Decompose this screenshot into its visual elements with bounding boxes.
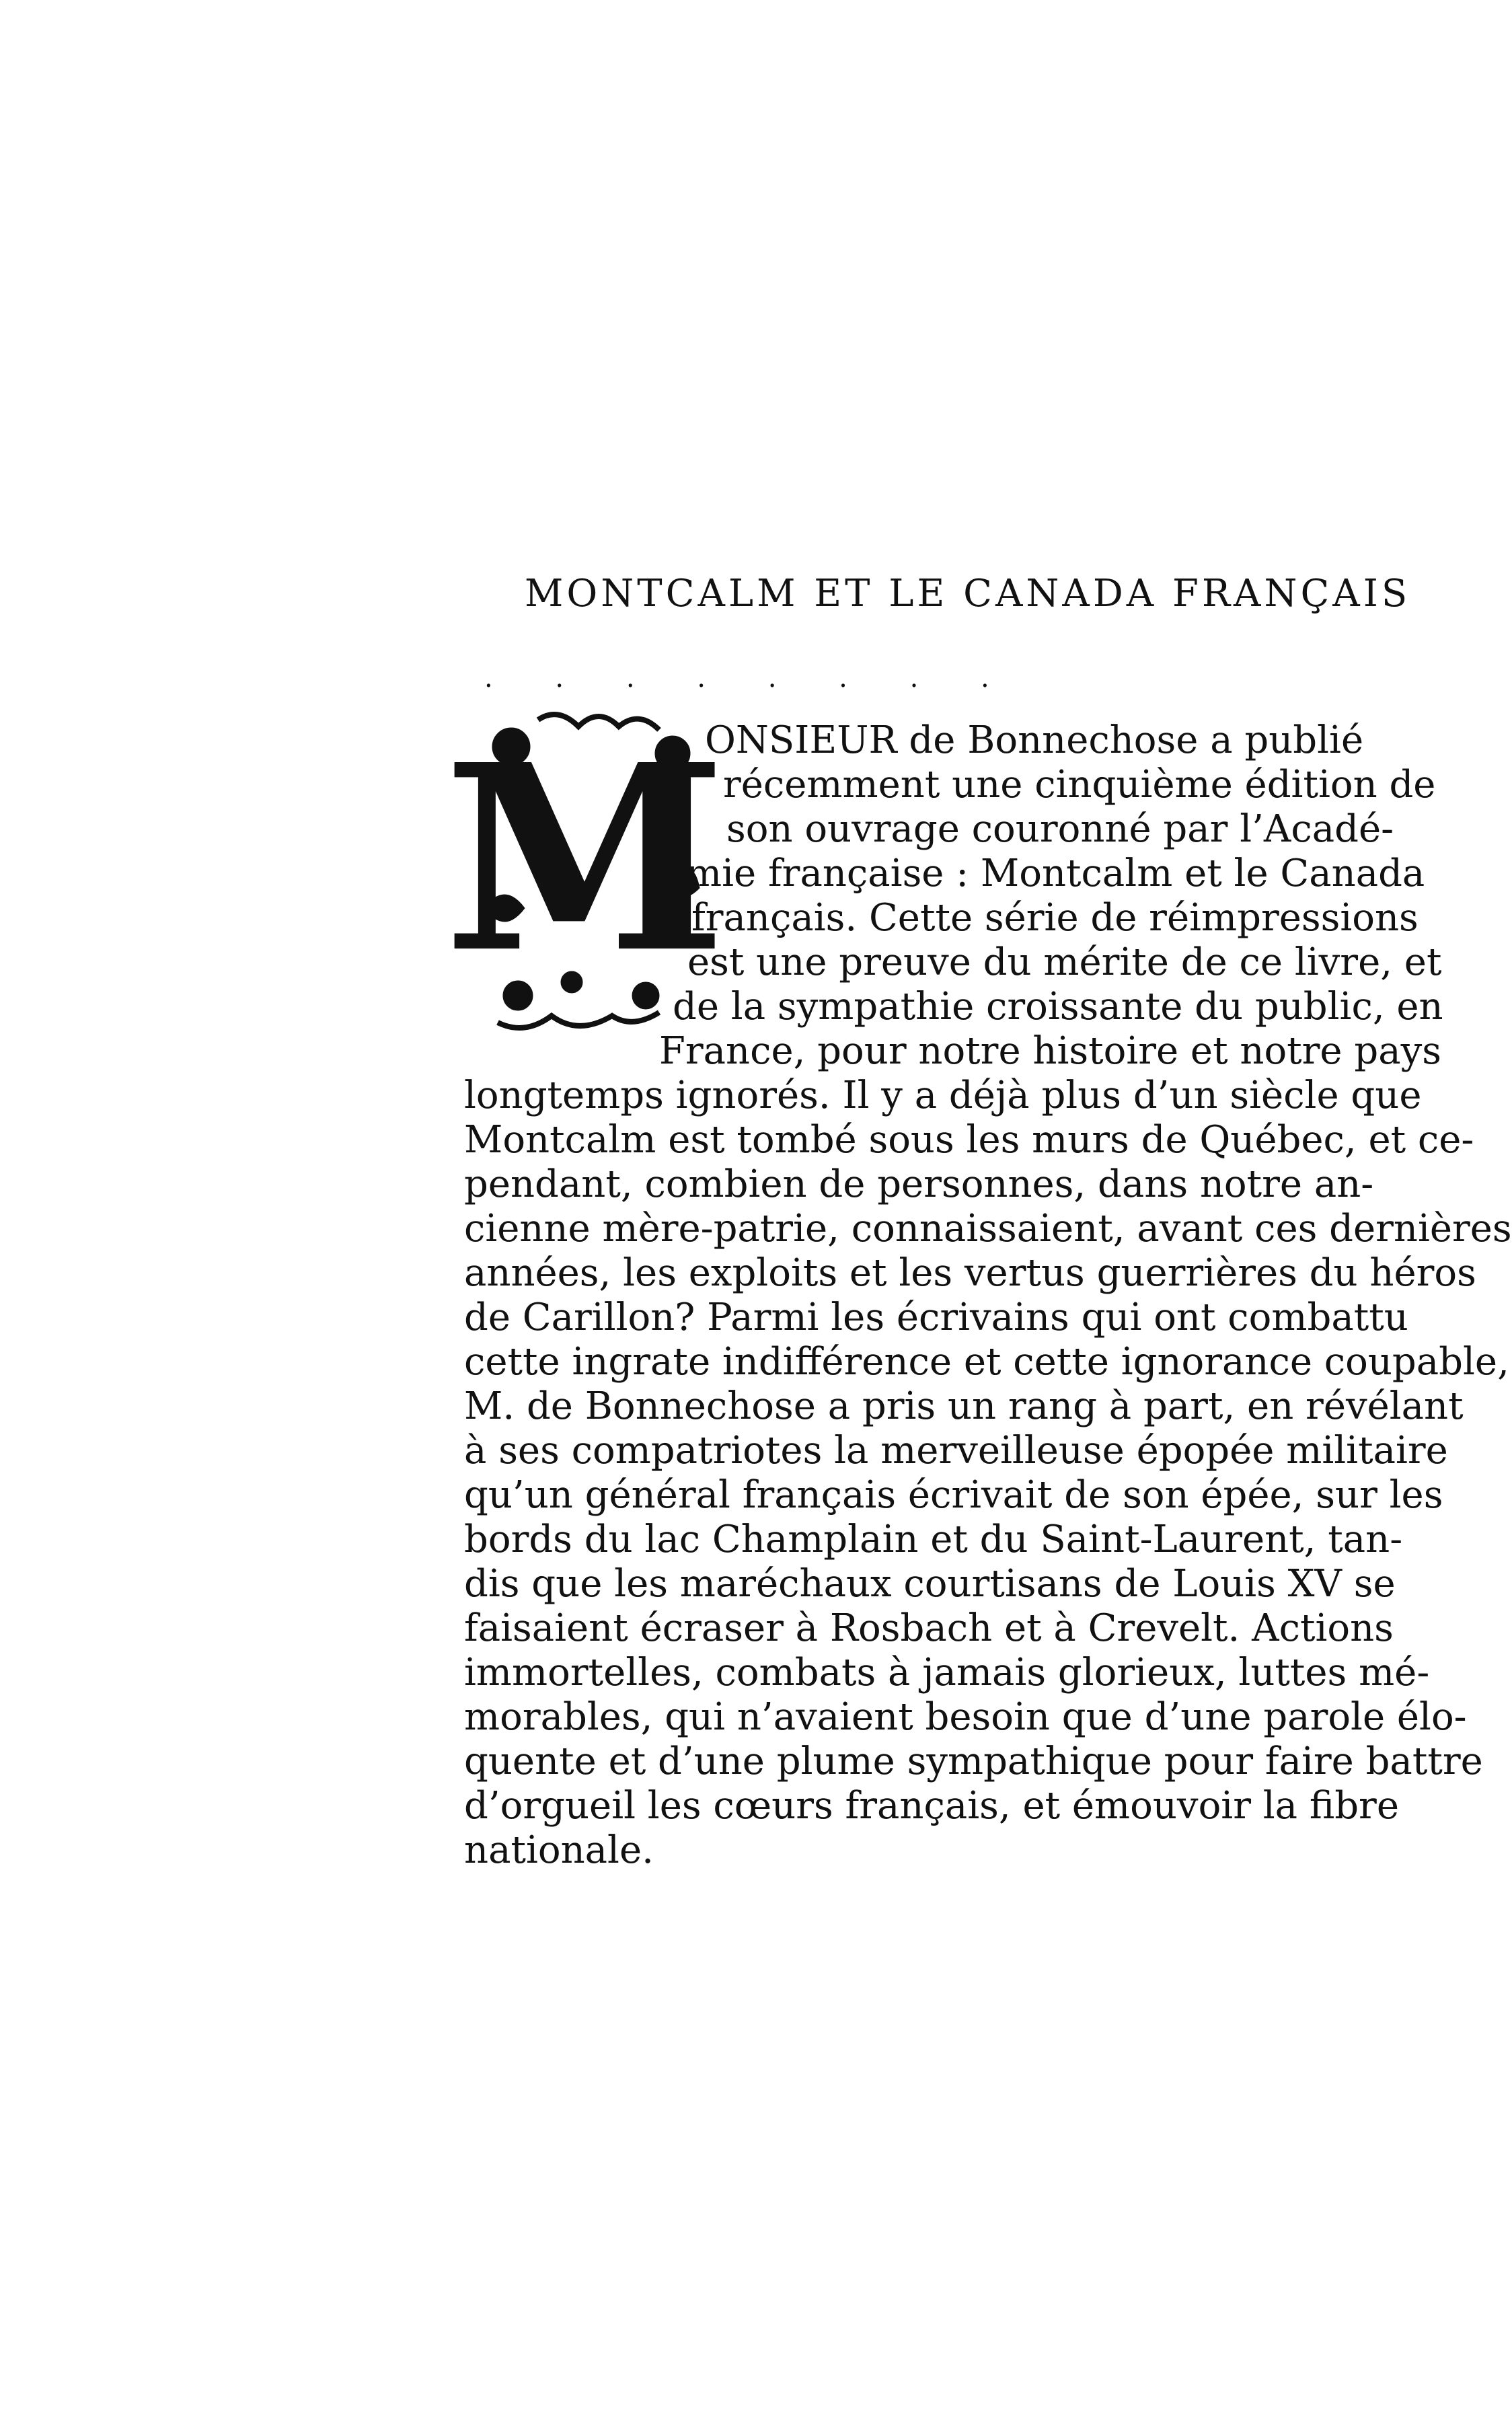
body-line: pendant, combien de personnes, dans notre an-: [464, 1162, 1374, 1206]
body-line: son ouvrage couronné par l’Acadé-: [726, 807, 1394, 851]
body-line: cienne mère-patrie, connaissaient, avant ces dernières: [464, 1207, 1512, 1251]
body-line: d’orgueil les cœurs français, et émouvoir la fibre: [464, 1784, 1399, 1828]
body-line: ONSIEUR de Bonnechose a publié: [705, 718, 1364, 762]
page-title: MONTCALM ET LE CANADA FRANÇAIS: [525, 572, 1411, 616]
body-line: quente et d’une plume sympathique pour faire battre: [464, 1740, 1483, 1783]
body-line: M. de Bonnechose a pris un rang à part, en révélant: [464, 1384, 1464, 1428]
body-line: français. Cette série de réimpressions: [691, 896, 1419, 940]
body-line: Montcalm est tombé sous les murs de Québec, et ce-: [464, 1118, 1474, 1162]
body-line: années, les exploits et les vertus guerrières du héros: [464, 1251, 1476, 1295]
body-line: cette ingrate indifférence et cette ignorance coupable,: [464, 1340, 1509, 1384]
body-line: morables, qui n’avaient besoin que d’une parole élo-: [464, 1695, 1467, 1739]
body-line: récemment une cinquième édition de: [723, 763, 1436, 807]
body-line: faisaient écraser à Rosbach et à Crevelt. Actions: [464, 1606, 1394, 1650]
body-line: France, pour notre histoire et notre pays: [659, 1029, 1441, 1073]
body-line: mie française : Montcalm et le Canada: [686, 852, 1425, 895]
body-line: immortelles, combats à jamais glorieux, luttes mé-: [464, 1651, 1430, 1695]
body-line: de Carillon? Parmi les écrivains qui ont combattu: [464, 1296, 1408, 1339]
body-line: à ses compatriotes la merveilleuse épopée militaire: [464, 1429, 1448, 1473]
body-line: dis que les maréchaux courtisans de Louis XV se: [464, 1562, 1396, 1606]
body-line: longtemps ignorés. Il y a déjà plus d’un siècle que: [464, 1074, 1422, 1117]
body-line: nationale.: [464, 1828, 654, 1872]
body-line: est une preuve du mérite de ce livre, et: [687, 940, 1442, 984]
body-line: de la sympathie croissante du public, en: [673, 985, 1443, 1029]
body-line: bords du lac Champlain et du Saint-Laurent, tan-: [464, 1518, 1403, 1561]
body-line: qu’un général français écrivait de son épée, sur les: [464, 1473, 1443, 1517]
dropcap-letter: M: [443, 708, 727, 1009]
ornamental-dropcap-m: [443, 706, 727, 1056]
ornament-dots: . . . . . . . .: [484, 663, 1016, 694]
